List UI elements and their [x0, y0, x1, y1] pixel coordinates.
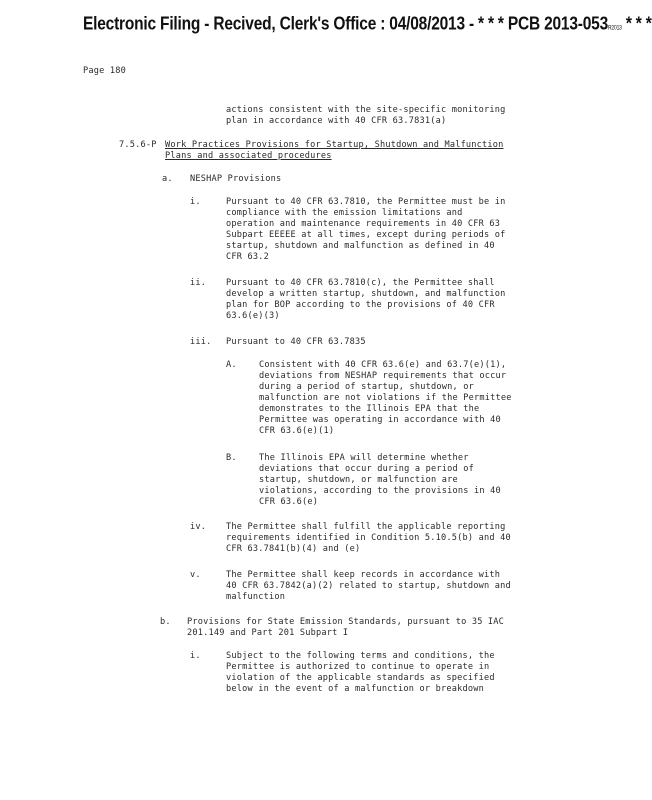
item-text-line: Pursuant to 40 CFR 63.7810, the Permittee must be in: [226, 197, 506, 207]
item-text-line: CFR 63.7841(b)(4) and (e): [226, 544, 361, 554]
subitem-text-line: Permittee was operating in accordance with 40: [259, 415, 501, 425]
filing-stamp-stars: * * *: [625, 14, 652, 35]
item-number: iv.: [190, 522, 207, 532]
item-text-line: Pursuant to 40 CFR 63.7835: [226, 337, 366, 347]
page-label: Page 180: [83, 66, 126, 76]
subitem-text-line: deviations from NESHAP requirements that occur: [259, 371, 507, 381]
item-text-line: Pursuant to 40 CFR 63.7810(c), the Permittee shall: [226, 278, 495, 288]
item-text-line: The Permittee shall keep records in accordance with: [226, 570, 501, 580]
item-text-line: requirements identified in Condition 5.10.5(b) and 40: [226, 533, 511, 543]
item-title-b: 201.149 and Part 201 Subpart I: [187, 628, 349, 638]
item-text-line: Subpart EEEEE at all times, except during periods of: [226, 230, 506, 240]
item-number: i.: [190, 651, 201, 661]
item-text-line: 63.6(e)(3): [226, 311, 280, 321]
section-number: 7.5.6-P: [119, 140, 157, 150]
continuation-line: plan in accordance with 40 CFR 63.7831(a): [226, 116, 447, 126]
subitem-text-line: Consistent with 40 CFR 63.6(e) and 63.7(e)(1),: [259, 360, 507, 370]
item-text-line: below in the event of a malfunction or breakdown: [226, 684, 484, 694]
filing-stamp-small: R2013: [608, 24, 622, 32]
item-number: iii.: [190, 337, 212, 347]
section-title: Work Practices Provisions for Startup, Shutdown and Malfunction: [165, 140, 504, 150]
item-text-line: 40 CFR 63.7842(a)(2) related to startup, shutdown and: [226, 581, 511, 591]
continuation-line: actions consistent with the site-specific monitoring: [226, 105, 506, 115]
subitem-text-line: startup, shutdown, or malfunction are: [259, 475, 458, 485]
item-title-b: Provisions for State Emission Standards, pursuant to 35 IAC: [187, 617, 505, 627]
subitem-label: B.: [226, 453, 237, 463]
item-text-line: The Permittee shall fulfill the applicable reporting: [226, 522, 506, 532]
subitem-text-line: violations, according to the provisions in 40: [259, 486, 501, 496]
subitem-text-line: deviations that occur during a period of: [259, 464, 474, 474]
item-text-line: Subject to the following terms and conditions, the: [226, 651, 495, 661]
filing-stamp: [83, 14, 652, 36]
item-number: ii.: [190, 278, 207, 288]
item-text-line: malfunction: [226, 592, 286, 602]
subitem-text-line: CFR 63.6(e): [259, 497, 319, 507]
item-title-a: NESHAP Provisions: [190, 174, 282, 184]
subitem-label: A.: [226, 360, 237, 370]
item-text-line: violation of the applicable standards as specified: [226, 673, 495, 683]
item-text-line: compliance with the emission limitations and: [226, 208, 463, 218]
item-text-line: plan for BOP according to the provisions of 40 CFR: [226, 300, 495, 310]
item-label-a: a.: [162, 174, 173, 184]
item-text-line: startup, shutdown and malfunction as defined in 40: [226, 241, 495, 251]
item-label-b: b.: [160, 617, 171, 627]
item-text-line: CFR 63.2: [226, 252, 269, 262]
subitem-text-line: during a period of startup, shutdown, or: [259, 382, 474, 392]
subitem-text-line: CFR 63.6(e)(1): [259, 426, 335, 436]
subitem-text-line: demonstrates to the Illinois EPA that the: [259, 404, 480, 414]
item-text-line: Permittee is authorized to continue to operate in: [226, 662, 490, 672]
item-text-line: develop a written startup, shutdown, and malfunction: [226, 289, 506, 299]
subitem-text-line: The Illinois EPA will determine whether: [259, 453, 469, 463]
item-text-line: operation and maintenance requirements in 40 CFR 63: [226, 219, 501, 229]
item-number: v.: [190, 570, 201, 580]
subitem-text-line: malfunction are not violations if the Permittee: [259, 393, 512, 403]
section-title: Plans and associated procedures: [165, 151, 332, 161]
item-number: i.: [190, 197, 201, 207]
filing-stamp-main: Electronic Filing - Recived, Clerk's Office : 04/08/2013 - * * * PCB 2013-053: [83, 14, 608, 35]
